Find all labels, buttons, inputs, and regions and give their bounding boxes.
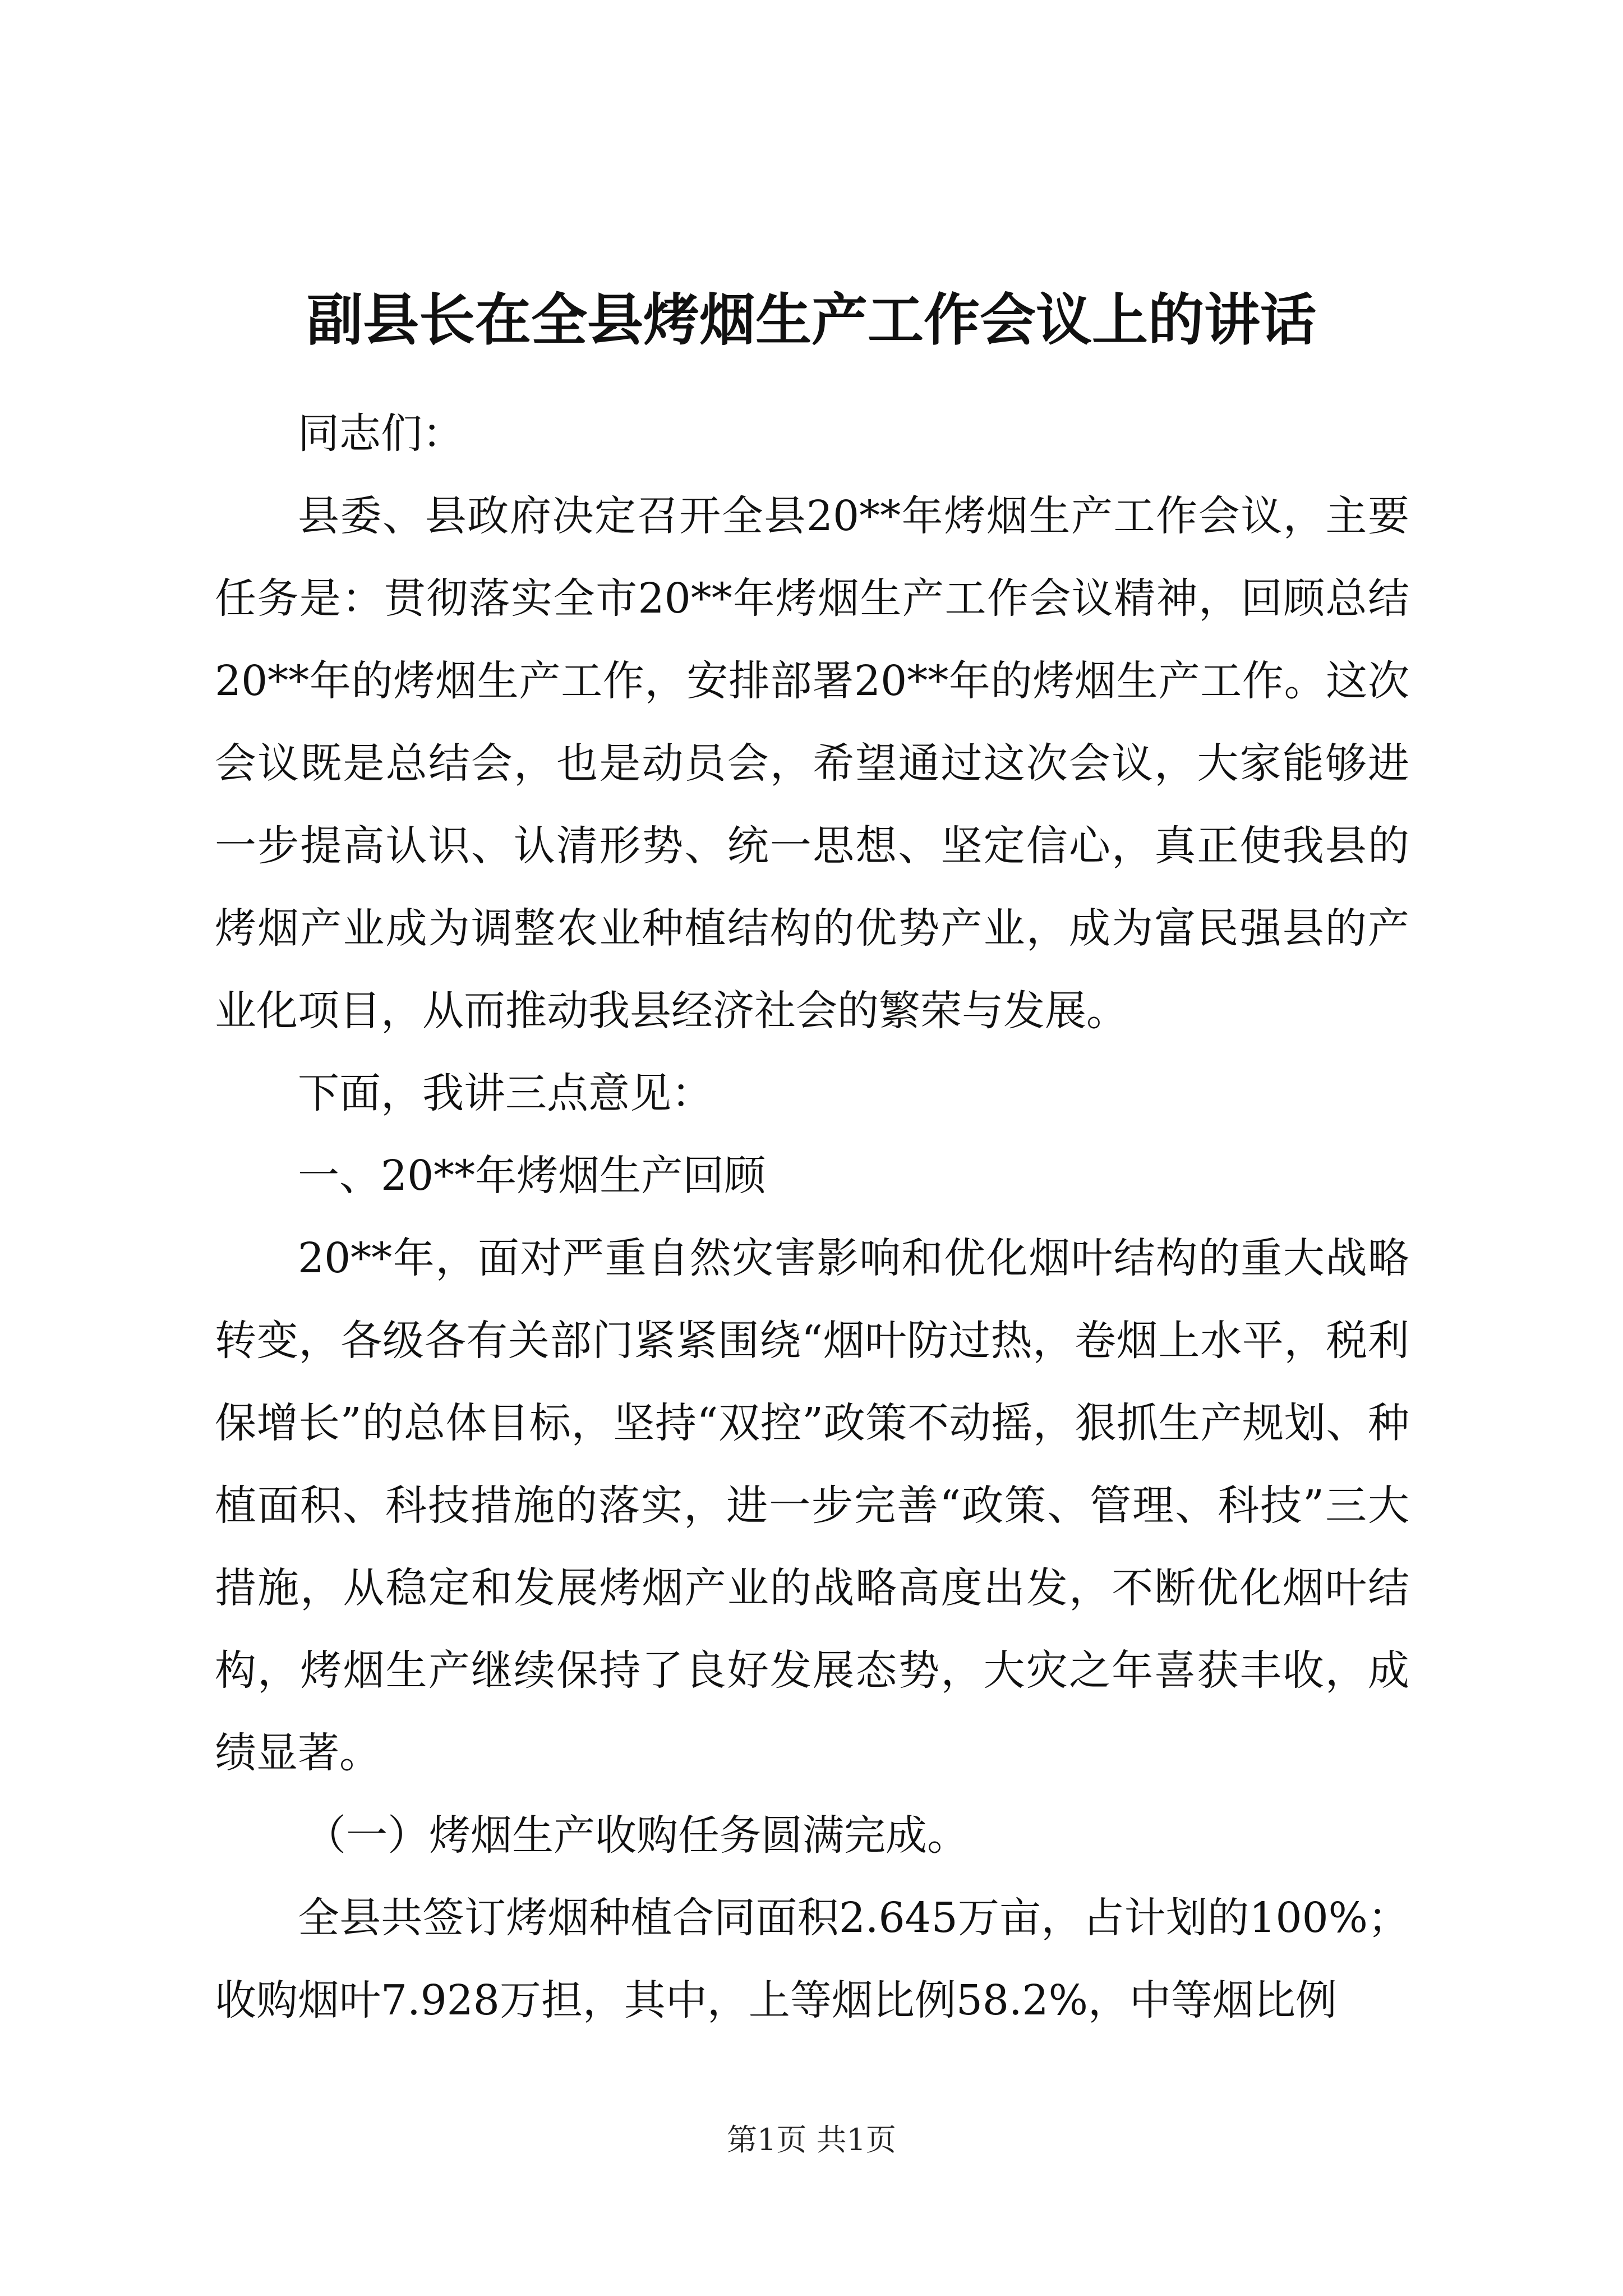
outline-paragraph: 下面，我讲三点意见：: [298, 1069, 713, 1117]
statistics-paragraph: 全县共签订烤烟种植合同面积2.645万亩，占计划的100%；收购烟叶7.928万担，其中，上等烟比例58.2%，中等烟比例: [215, 1894, 1409, 2024]
intro-paragraph: 县委、县政府决定召开全县20**年烤烟生产工作会议，主要任务是：贯彻落实全市20**年烤烟生产工作会议精神，回顾总结20**年的烤烟生产工作，安排部署20**年的烤烟生产工作。这次会议既是总结会，也是动员会，希望通过这次会议，大家能够进一步提高认识、认清形势、统一思想、坚定信心，真正使我县的烤烟产业成为调整农业种植结构的优势产业，成为富民强县的产业化项目，从而推动我县经济社会的繁荣与发展。: [215, 492, 1409, 1035]
section-heading-1: 一、20**年烤烟生产回顾: [298, 1152, 766, 1200]
review-paragraph: 20**年，面对严重自然灾害影响和优化烟叶结构的重大战略转变，各级各有关部门紧紧围绕“烟叶防过热，卷烟上水平，税利保增长”的总体目标，坚持“双控”政策不动摇，狠抓生产规划、种植面积、科技措施的落实，进一步完善“政策、管理、科技”三大措施，从稳定和发展烤烟产业的战略高度出发，不断优化烟叶结构，烤烟生产继续保持了良好发展态势，大灾之年喜获丰收，成绩显著。: [215, 1234, 1409, 1777]
page-footer: 第1页 共1页: [727, 2122, 896, 2157]
salutation-paragraph: 同志们：: [298, 409, 464, 458]
subsection-heading-1: （一）烤烟生产收购任务圆满完成。: [305, 1811, 969, 1860]
document-title: 副县长在全县烤烟生产工作会议上的讲话: [307, 287, 1316, 353]
document-body: [215, 393, 1409, 2042]
